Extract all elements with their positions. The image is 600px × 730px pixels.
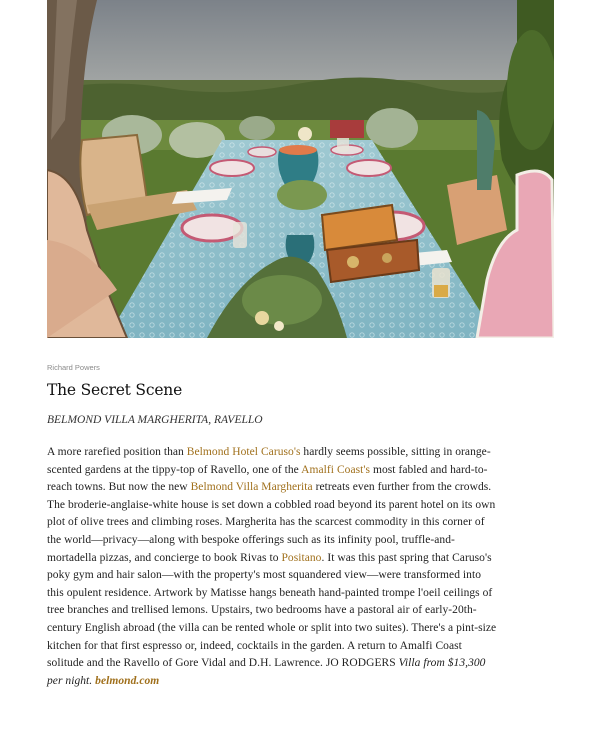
body-text: most fabled and hard-to-reach towns. But now the new bbox=[47, 463, 488, 494]
photo-credit: Richard Powers bbox=[47, 363, 100, 372]
venue-subhead: BELMOND VILLA MARGHERITA, RAVELLO bbox=[47, 414, 263, 426]
link-belmond-villa-margherita[interactable]: Belmond Villa Margherita bbox=[190, 481, 313, 494]
link-belmond-website[interactable]: belmond.com bbox=[95, 674, 160, 687]
author-name: JO RODGERS bbox=[325, 657, 396, 670]
body-text: hardly seems possible, sitting in orange-scented gardens at the tippy-top of Ravello, one of the bbox=[47, 446, 491, 476]
hero-photo bbox=[47, 0, 554, 338]
garden-table-illustration bbox=[47, 0, 554, 338]
price-note: Villa from $13,300 per night. bbox=[47, 657, 486, 687]
body-text: A more rarefied position than bbox=[47, 446, 187, 458]
body-text: retreats even further from the crowds. The broderie-anglaise-white house is set down a cobbled road beyond its parent hotel on its own plot of olive trees and climbing roses. Margherita has the scarcest commodity in this corner of the world—privacy—along with bespoke offerings such as its infinity pool, truffle-and-mortadella pizzas, and concierge to book Rivas to bbox=[47, 481, 496, 564]
link-positano[interactable]: Positano bbox=[281, 551, 322, 564]
article-body bbox=[47, 444, 499, 690]
link-belmond-hotel-caruso[interactable]: Belmond Hotel Caruso's bbox=[186, 446, 301, 458]
body-text: . It was this past spring that Caruso's poky gym and hair salon—with the property's most squandered view—were transformed into this opulent residence. Artwork by Matisse hangs beneath hand-painted trompe l'oeil ceilings of tree branches and trellised lemons. Upstairs, two bedrooms have a pastoral air of early-20th-century English abroad (the villa can be rented whole or split into two suites). There's a pint-size kitchen for that first espresso or, indeed, cocktails in the garden. A return to Amalfi Coast solitude and the Ravello of Gore Vidal and D.H. Lawrence. bbox=[47, 551, 497, 670]
article-headline: The Secret Scene bbox=[47, 381, 183, 399]
link-amalfi-coast[interactable]: Amalfi Coast's bbox=[301, 463, 371, 476]
